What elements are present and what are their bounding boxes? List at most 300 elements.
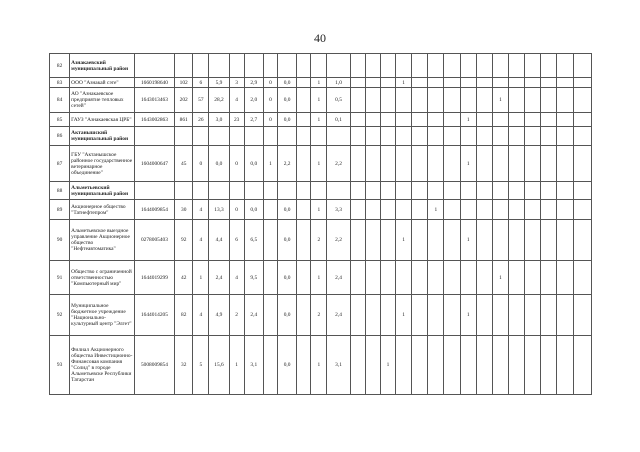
empty-cell [244,54,263,78]
value-cell: 2,7 [244,113,263,127]
empty-cell [460,336,476,395]
empty-cell [327,127,350,146]
organization-name: Общество с ограниченной ответственностью "Компьютерный мир" [70,261,135,295]
empty-cell [557,78,573,88]
value-cell: 0 [263,113,277,127]
empty-cell [509,220,525,261]
empty-cell [350,54,365,78]
empty-cell [444,113,460,127]
empty-cell [193,127,209,146]
table-row [50,220,592,261]
value-cell: 4,4 [209,220,229,261]
empty-cell [444,88,460,113]
value-cell: 1 [311,88,327,113]
table-row [50,200,592,220]
empty-cell [541,78,557,88]
row-number: 85 [50,113,70,127]
district-row [50,182,592,200]
value-cell: 4 [193,295,209,336]
empty-cell [229,54,244,78]
empty-cell [209,182,229,200]
empty-cell [193,182,209,200]
table-row [50,261,592,295]
value-cell: 4 [193,220,209,261]
row-number: 84 [50,88,70,113]
empty-cell [428,220,444,261]
empty-cell [229,127,244,146]
empty-cell [412,54,428,78]
empty-cell [525,88,541,113]
district-row [50,54,592,78]
value-cell: 0,0 [278,200,297,220]
empty-cell [525,295,541,336]
empty-cell [350,182,365,200]
row-number: 92 [50,295,70,336]
district-row [50,127,592,146]
value-cell: 13,3 [209,200,229,220]
empty-cell [509,146,525,182]
empty-cell [412,88,428,113]
empty-cell [444,146,460,182]
empty-cell [460,54,476,78]
value-cell: 0,0 [209,146,229,182]
empty-cell [412,113,428,127]
row-number: 83 [50,78,70,88]
empty-cell [350,78,365,88]
row-number: 86 [50,127,70,146]
value-cell [297,88,311,113]
empty-cell [444,182,460,200]
empty-cell [509,127,525,146]
empty-cell [541,261,557,295]
empty-cell [412,261,428,295]
empty-cell [509,88,525,113]
row-number: 89 [50,200,70,220]
empty-cell [541,220,557,261]
empty-cell [541,295,557,336]
value-cell: 0,5 [327,88,350,113]
mark-cell: 1 [492,261,508,295]
value-cell: 32 [175,336,193,395]
table-row [50,88,592,113]
inn-cell: 1644019299 [134,261,174,295]
value-cell: 2 [229,295,244,336]
value-cell: 3,1 [327,336,350,395]
value-cell: 0,0 [244,200,263,220]
empty-cell [428,182,444,200]
empty-cell [380,146,395,182]
empty-cell [278,54,297,78]
value-cell [263,200,277,220]
value-cell: 6 [229,220,244,261]
empty-cell [365,261,380,295]
value-cell [297,200,311,220]
row-number: 82 [50,54,70,78]
empty-cell [311,182,327,200]
empty-cell [396,54,412,78]
empty-cell [209,127,229,146]
empty-cell [428,113,444,127]
value-cell: 1 [311,78,327,88]
empty-cell [444,336,460,395]
empty-cell [460,78,476,88]
value-cell [297,113,311,127]
empty-cell [525,182,541,200]
empty-cell [492,336,508,395]
empty-cell [509,295,525,336]
empty-cell [350,295,365,336]
value-cell: 1 [229,336,244,395]
value-cell: 92 [175,220,193,261]
value-cell: 2,2 [327,220,350,261]
empty-cell [365,78,380,88]
district-name: Альметьевский муниципальный район [70,182,135,200]
empty-cell [365,127,380,146]
empty-cell [444,220,460,261]
empty-cell [396,182,412,200]
value-cell: 4,9 [209,295,229,336]
row-number: 90 [50,220,70,261]
value-cell: 6,5 [244,220,263,261]
empty-cell [476,200,492,220]
empty-cell [492,127,508,146]
value-cell: 9,5 [244,261,263,295]
value-cell: 2,0 [244,88,263,113]
empty-cell [573,200,591,220]
empty-cell [492,113,508,127]
empty-cell [460,200,476,220]
empty-cell [509,200,525,220]
organization-name: Филиал Акционерного общества Инвестиционно-Финансовая компания "Солид" в городе Альметьевске Республики Татарстан [70,336,135,395]
value-cell: 0 [229,146,244,182]
mark-cell: 1 [460,295,476,336]
empty-cell [327,54,350,78]
empty-cell [311,54,327,78]
empty-cell [476,261,492,295]
table-row [50,295,592,336]
empty-cell [428,78,444,88]
inn-cell: 1643002863 [134,113,174,127]
empty-cell [350,127,365,146]
mark-cell: 1 [380,336,395,395]
value-cell: 82 [175,295,193,336]
empty-cell [541,54,557,78]
value-cell: 0,0 [278,261,297,295]
empty-cell [476,127,492,146]
organization-name: АО "Азнакаевское предприятие тепловых сетей" [70,88,135,113]
value-cell: 4 [229,261,244,295]
value-cell: 5,9 [209,78,229,88]
empty-cell [380,295,395,336]
empty-cell [297,127,311,146]
empty-cell [573,88,591,113]
inn-cell: 1644014205 [134,295,174,336]
empty-cell [428,261,444,295]
empty-cell [380,261,395,295]
empty-cell [509,261,525,295]
empty-cell [263,127,277,146]
empty-cell [350,113,365,127]
value-cell: 1 [311,113,327,127]
value-cell: 1 [263,146,277,182]
empty-cell [476,220,492,261]
empty-cell [573,336,591,395]
empty-cell [573,261,591,295]
empty-cell [428,88,444,113]
mark-cell: 1 [396,295,412,336]
row-number: 91 [50,261,70,295]
empty-cell [557,200,573,220]
organization-name: Альметьевское выездное управление Акционерное общество "Нефтеавтоматика" [70,220,135,261]
assessment-table [49,53,592,395]
empty-cell [365,336,380,395]
empty-cell [380,88,395,113]
empty-cell [134,127,174,146]
empty-cell [476,295,492,336]
empty-cell [444,54,460,78]
empty-cell [365,146,380,182]
empty-cell [573,127,591,146]
empty-cell [365,113,380,127]
mark-cell: 1 [460,220,476,261]
mark-cell: 1 [460,146,476,182]
empty-cell [297,54,311,78]
empty-cell [134,54,174,78]
empty-cell [244,127,263,146]
empty-cell [396,261,412,295]
empty-cell [311,127,327,146]
empty-cell [297,182,311,200]
empty-cell [365,295,380,336]
empty-cell [380,78,395,88]
empty-cell [525,261,541,295]
empty-cell [175,54,193,78]
empty-cell [350,336,365,395]
value-cell: 0,0 [278,220,297,261]
empty-cell [412,200,428,220]
empty-cell [557,88,573,113]
empty-cell [573,295,591,336]
value-cell: 3,1 [244,336,263,395]
empty-cell [428,127,444,146]
empty-cell [396,336,412,395]
empty-cell [380,127,395,146]
empty-cell [244,182,263,200]
empty-cell [541,146,557,182]
empty-cell [396,88,412,113]
empty-cell [444,295,460,336]
organization-name: ГАУЗ "Азнакаевская ЦРБ" [70,113,135,127]
mark-cell: 1 [460,113,476,127]
value-cell [263,220,277,261]
value-cell: 2,4 [327,261,350,295]
empty-cell [541,113,557,127]
value-cell [297,261,311,295]
inn-cell: 5008009854 [134,336,174,395]
empty-cell [380,200,395,220]
value-cell: 0,0 [278,88,297,113]
row-number: 88 [50,182,70,200]
value-cell [297,220,311,261]
empty-cell [509,182,525,200]
inn-cell: 0278005403 [134,220,174,261]
value-cell: 26 [193,113,209,127]
value-cell: 28,2 [209,88,229,113]
empty-cell [278,182,297,200]
value-cell: 202 [175,88,193,113]
value-cell: 1 [193,261,209,295]
value-cell: 2,4 [244,295,263,336]
inn-cell: 1644009854 [134,200,174,220]
empty-cell [509,78,525,88]
value-cell: 4 [193,200,209,220]
empty-cell [460,261,476,295]
empty-cell [573,182,591,200]
empty-cell [541,127,557,146]
empty-cell [412,78,428,88]
value-cell: 1 [311,336,327,395]
empty-cell [525,127,541,146]
empty-cell [444,261,460,295]
empty-cell [396,200,412,220]
empty-cell [444,127,460,146]
empty-cell [557,336,573,395]
empty-cell [350,146,365,182]
value-cell [297,78,311,88]
organization-name: ГБУ "Актанышское районное государственное ветеринарное объединение" [70,146,135,182]
value-cell: 1 [311,261,327,295]
empty-cell [509,113,525,127]
page-number: 40 [314,31,326,45]
value-cell: 861 [175,113,193,127]
empty-cell [573,220,591,261]
empty-cell [209,54,229,78]
value-cell: 45 [175,146,193,182]
value-cell [263,336,277,395]
empty-cell [492,78,508,88]
value-cell: 3 [229,78,244,88]
value-cell: 2,4 [209,261,229,295]
empty-cell [492,54,508,78]
empty-cell [509,54,525,78]
value-cell [263,261,277,295]
empty-cell [175,127,193,146]
empty-cell [492,200,508,220]
organization-name: ООО "Азнакай сэте" [70,78,135,88]
value-cell: 0,0 [244,146,263,182]
empty-cell [412,127,428,146]
value-cell: 3,0 [209,113,229,127]
value-cell: 23 [229,113,244,127]
value-cell: 0,0 [278,295,297,336]
empty-cell [557,146,573,182]
value-cell: 0 [263,88,277,113]
empty-cell [350,261,365,295]
value-cell [297,295,311,336]
empty-cell [557,113,573,127]
empty-cell [573,54,591,78]
value-cell: 30 [175,200,193,220]
table-row [50,78,592,88]
district-name: Актанышский муниципальный район [70,127,135,146]
value-cell: 0 [263,78,277,88]
empty-cell [476,88,492,113]
empty-cell [380,220,395,261]
value-cell: 1,0 [327,78,350,88]
organization-name: Акционерное общество "Татнефтепром" [70,200,135,220]
value-cell: 0,0 [278,336,297,395]
empty-cell [365,88,380,113]
row-number: 87 [50,146,70,182]
empty-cell [476,182,492,200]
value-cell: 1 [311,146,327,182]
empty-cell [380,113,395,127]
value-cell: 2,9 [244,78,263,88]
value-cell: 0,0 [278,78,297,88]
empty-cell [460,127,476,146]
empty-cell [557,54,573,78]
empty-cell [444,78,460,88]
district-name: Азнакаевский муниципальный район [70,54,135,78]
empty-cell [525,54,541,78]
inn-cell: 1643013463 [134,88,174,113]
empty-cell [175,182,193,200]
empty-cell [525,113,541,127]
empty-cell [541,182,557,200]
empty-cell [460,182,476,200]
empty-cell [557,261,573,295]
value-cell: 2,2 [327,146,350,182]
empty-cell [380,54,395,78]
table-row [50,146,592,182]
empty-cell [460,88,476,113]
value-cell [263,295,277,336]
empty-cell [525,78,541,88]
mark-cell: 1 [396,78,412,88]
empty-cell [350,200,365,220]
empty-cell [350,88,365,113]
mark-cell: 1 [396,220,412,261]
empty-cell [492,146,508,182]
empty-cell [557,127,573,146]
empty-cell [365,220,380,261]
value-cell: 6 [193,78,209,88]
empty-cell [573,113,591,127]
value-cell: 42 [175,261,193,295]
empty-cell [557,220,573,261]
empty-cell [428,295,444,336]
value-cell: 3,3 [327,200,350,220]
empty-cell [541,88,557,113]
empty-cell [229,182,244,200]
empty-cell [541,336,557,395]
inn-cell: 1660198640 [134,78,174,88]
value-cell: 5 [193,336,209,395]
value-cell [297,336,311,395]
value-cell [297,146,311,182]
empty-cell [476,113,492,127]
empty-cell [573,78,591,88]
empty-cell [476,146,492,182]
empty-cell [444,200,460,220]
empty-cell [476,336,492,395]
empty-cell [541,200,557,220]
empty-cell [396,146,412,182]
empty-cell [525,200,541,220]
empty-cell [193,54,209,78]
empty-cell [492,182,508,200]
value-cell: 2 [311,295,327,336]
